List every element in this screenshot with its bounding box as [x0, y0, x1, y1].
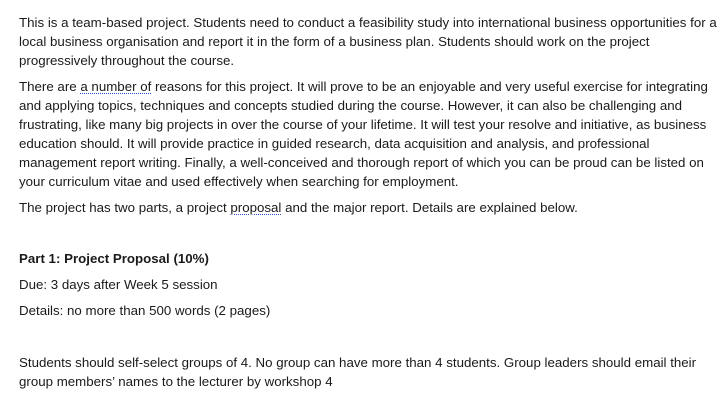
document-body	[19, 13, 719, 398]
blank-line	[19, 224, 719, 249]
reasons-paragraph	[19, 77, 719, 191]
part1-heading: Part 1: Project Proposal (10%)	[19, 251, 209, 266]
parts-paragraph	[19, 198, 719, 217]
reasons-text-rest: reasons for this project. It will prove to be an enjoyable and very useful exercise for integrating and applying topics, techniques and concepts studied during the course. However, it can also be challenging and frustrating, like many big projects in over the course of your lifetime. It will test your resolve and initiative, as business education should. It will provide practice in guided research, data acquisition and analysis, and professional management report writing. Finally, a well-conceived and thorough report of which you can be proud can be listed on your curriculum vitae and used effectively when searching for employment.	[19, 79, 708, 189]
groups-paragraph: Students should self-select groups of 4. No group can have more than 4 students. Group leaders should email their group members’ names to the lecturer by workshop 4	[19, 355, 697, 389]
parts-text-start: The project has two parts, a project	[19, 200, 231, 215]
reasons-text-start: There are	[19, 79, 81, 94]
part1-due: Due: 3 days after Week 5 session	[19, 277, 218, 292]
intro-paragraph: This is a team-based project. Students need to conduct a feasibility study into international business opportunities for a local business organisation and report it in the form of a business plan. Students should work on the project progressively throughout the course.	[19, 15, 717, 68]
grammar-flagged-word[interactable]: proposal	[230, 200, 282, 215]
parts-text-rest: and the major report. Details are explained below.	[281, 200, 578, 215]
part1-details: Details: no more than 500 words (2 pages)	[19, 303, 271, 318]
blank-line	[19, 327, 719, 353]
grammar-flagged-phrase[interactable]: a number of	[80, 79, 152, 94]
